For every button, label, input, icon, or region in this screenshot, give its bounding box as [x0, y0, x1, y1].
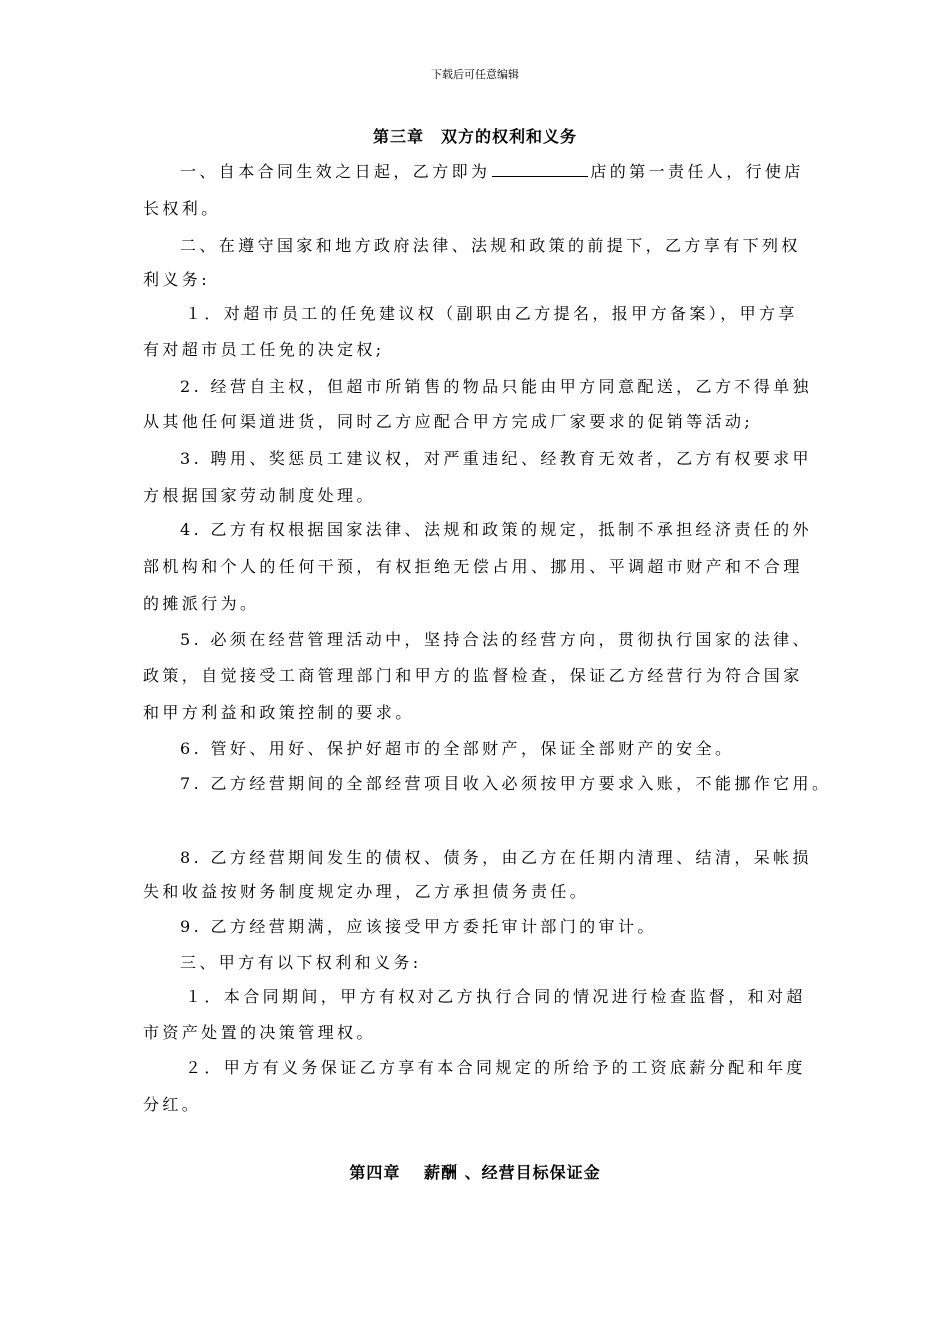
paragraph-line: ２．甲方有义务保证乙方享有本合同规定的所给予的工资底薪分配和年度: [185, 1058, 806, 1077]
chapter-4-title: 第四章 薪酬 、经营目标保证金: [349, 1163, 601, 1182]
paragraph-line: 从其他任何渠道进货，同时乙方应配合甲方完成厂家要求的促销等活动;: [143, 412, 754, 431]
paragraph-line: [180, 161, 804, 182]
paragraph-line: 9. 乙方经营期满，应该接受甲方委托审计部门的审计。: [180, 917, 657, 936]
paragraph-line: 8. 乙方经营期间发生的债权、债务，由乙方在任期内清理、结清，呆帐损: [180, 848, 812, 867]
paragraph-line: 失和收益按财务制度规定办理，乙方承担债务责任。: [143, 882, 590, 901]
fill-in-blank: [492, 161, 588, 177]
paragraph-line: 利义务:: [143, 270, 210, 289]
line-text: 一、自本合同生效之日起，乙方即为: [180, 162, 491, 181]
paragraph-line: 有对超市员工任免的决定权;: [143, 340, 385, 359]
paragraph-line: 部机构和个人的任何干预，有权拒绝无偿占用、挪用、平调超市财产和不合理: [143, 557, 803, 576]
paragraph-line: 6. 管好、用好、保护好超市的全部财产，保证全部财产的安全。: [180, 739, 735, 758]
paragraph-line: 5. 必须在经营管理活动中，坚持合法的经营方向，贯彻执行国家的法律、: [180, 630, 812, 649]
paragraph-line: 方根据国家劳动制度处理。: [143, 486, 376, 505]
paragraph-line: 分红。: [143, 1095, 202, 1114]
paragraph-line: 长权利。: [143, 199, 221, 218]
page-header: 下载后可任意编辑: [431, 68, 519, 81]
paragraph-line: 7. 乙方经营期间的全部经营项目收入必须按甲方要求入账，不能挪作它用。: [180, 774, 832, 793]
paragraph-line: １．本合同期间，甲方有权对乙方执行合同的情况进行检查监督，和对超: [185, 987, 806, 1006]
paragraph-line: 的摊派行为。: [143, 594, 260, 613]
paragraph-line: 和甲方利益和政策控制的要求。: [143, 703, 415, 722]
paragraph-line: 2. 经营自主权，但超市所销售的物品只能由甲方同意配送，乙方不得单独: [180, 377, 812, 396]
paragraph-line: 政策，自觉接受工商管理部门和甲方的监督检查，保证乙方经营行为符合国家: [143, 666, 803, 685]
paragraph-line: 4. 乙方有权根据国家法律、法规和政策的规定，抵制不承担经济责任的外: [180, 520, 812, 539]
paragraph-line: 3. 聘用、奖惩员工建议权，对严重违纪、经教育无效者，乙方有权要求甲: [180, 449, 812, 468]
paragraph-line: 二、在遵守国家和地方政府法律、法规和政策的前提下，乙方享有下列权: [180, 236, 801, 255]
line-text: 店的第一责任人，行使店: [590, 162, 804, 181]
paragraph-line: 三、甲方有以下权利和义务:: [180, 953, 422, 972]
paragraph-line: 市资产处置的决策管理权。: [143, 1023, 376, 1042]
paragraph-line: １．对超市员工的任免建议权（副职由乙方提名，报甲方备案），甲方享: [185, 304, 798, 323]
chapter-3-title: 第三章 双方的权利和义务: [372, 127, 577, 146]
